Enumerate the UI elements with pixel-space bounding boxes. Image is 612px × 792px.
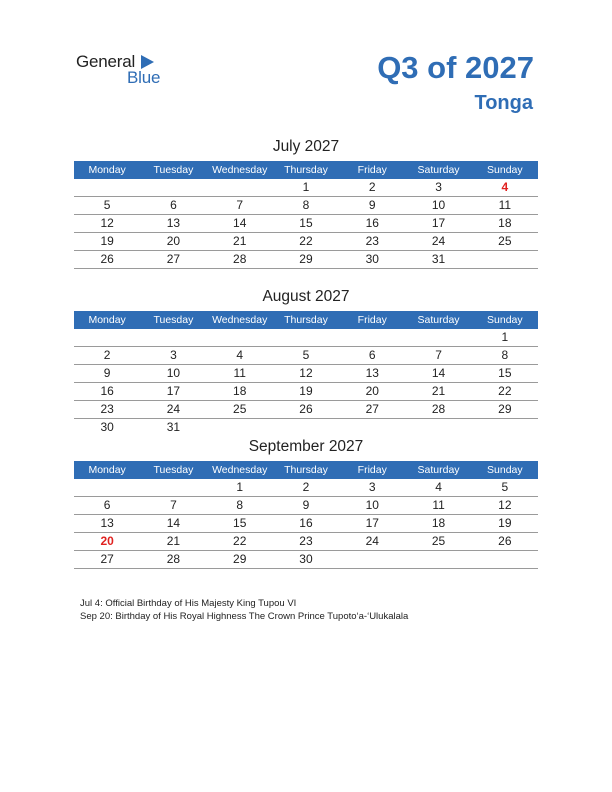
day-cell: 11 [498, 198, 512, 212]
day-cell: 1 [501, 330, 509, 344]
weekday-header: Thursday [284, 464, 328, 476]
day-cell: 8 [501, 348, 509, 362]
day-cell: 14 [166, 516, 181, 530]
day-cell: 14 [233, 216, 247, 230]
day-cell: 20 [166, 234, 181, 248]
day-cell: 2 [103, 348, 111, 362]
logo-flag-icon [141, 55, 154, 69]
logo-text-blue: Blue [127, 68, 161, 87]
empty-day-cell [405, 419, 471, 436]
day-cell: 16 [365, 216, 379, 230]
day-cell: 9 [103, 366, 111, 380]
day-cell: 25 [431, 534, 446, 548]
day-cell: 21 [166, 534, 181, 548]
day-cell: 21 [233, 234, 247, 248]
day-cell: 6 [368, 348, 376, 362]
weekday-header: Friday [357, 464, 387, 476]
day-cell: 27 [100, 552, 114, 566]
day-cell: 7 [435, 348, 442, 362]
day-cell: 10 [431, 198, 446, 212]
day-cell: 29 [498, 402, 512, 416]
day-cell: 16 [299, 516, 313, 530]
day-cell: 26 [299, 402, 313, 416]
empty-day-cell [207, 419, 273, 436]
day-cell: 1 [302, 180, 310, 194]
weekday-header: Sunday [487, 464, 523, 476]
holiday-notes [80, 597, 410, 623]
holiday-day-cell: 4 [501, 180, 509, 194]
holiday-note: Jul 4: Official Birthday of His Majesty King Tupou VI [80, 598, 297, 609]
empty-day-cell [472, 551, 538, 568]
weekday-header: Wednesday [212, 164, 268, 176]
weekday-header: Tuesday [153, 464, 194, 476]
day-cell: 6 [103, 498, 111, 512]
week-row [74, 419, 538, 436]
day-cell: 7 [170, 498, 177, 512]
day-cell: 28 [431, 402, 446, 416]
day-cell: 19 [498, 516, 512, 530]
weekday-header: Thursday [284, 164, 328, 176]
week-row [74, 551, 538, 569]
week-row [74, 515, 538, 533]
day-cell: 26 [100, 252, 114, 266]
day-cell: 30 [100, 420, 114, 434]
day-cell: 9 [368, 198, 376, 212]
day-cell: 16 [100, 384, 114, 398]
day-cell: 9 [302, 498, 310, 512]
day-cell: 13 [166, 216, 181, 230]
empty-day-cell [140, 329, 206, 346]
day-cell: 17 [431, 216, 446, 230]
week-row [74, 497, 538, 515]
weekday-header: Tuesday [153, 164, 194, 176]
day-cell: 22 [233, 534, 247, 548]
weekday-header: Monday [88, 164, 126, 176]
empty-day-cell [207, 329, 273, 346]
week-row [74, 347, 538, 365]
month-title: September 2027 [248, 438, 364, 455]
empty-day-cell [74, 479, 140, 496]
holiday-day-cell: 20 [100, 534, 114, 548]
day-cell: 5 [302, 348, 310, 362]
day-cell: 2 [368, 180, 376, 194]
generalblue-logo [76, 52, 186, 88]
weekday-header-row [74, 161, 538, 179]
logo-text-general: General [76, 52, 136, 71]
day-cell: 13 [100, 516, 114, 530]
day-cell: 15 [233, 516, 247, 530]
day-cell: 13 [365, 366, 379, 380]
day-cell: 3 [368, 480, 376, 494]
empty-day-cell [74, 179, 140, 196]
weekday-header: Monday [88, 314, 126, 326]
day-cell: 27 [365, 402, 379, 416]
day-cell: 12 [498, 498, 512, 512]
week-row [74, 383, 538, 401]
weekday-header: Sunday [487, 164, 523, 176]
empty-day-cell [140, 479, 206, 496]
week-row [74, 365, 538, 383]
holiday-note: Sep 20: Birthday of His Royal Highness The Crown Prince Tupoto‘a-‘Ulukalala [80, 611, 409, 622]
week-row [74, 329, 538, 347]
day-cell: 18 [498, 216, 512, 230]
day-cell: 30 [299, 552, 313, 566]
day-cell: 11 [233, 366, 246, 380]
week-row [74, 479, 538, 497]
empty-day-cell [405, 329, 471, 346]
day-cell: 23 [299, 534, 313, 548]
day-cell: 1 [236, 480, 244, 494]
weekday-header: Wednesday [212, 314, 268, 326]
weekday-header: Saturday [417, 464, 460, 476]
day-cell: 30 [365, 252, 379, 266]
day-cell: 20 [365, 384, 379, 398]
weekday-header: Friday [357, 164, 387, 176]
quarter-title: Q3 of 2027 [377, 50, 534, 85]
empty-day-cell [339, 551, 405, 568]
day-cell: 4 [435, 480, 442, 494]
empty-day-cell [140, 179, 206, 196]
weekday-header: Tuesday [153, 314, 194, 326]
day-cell: 17 [365, 516, 379, 530]
weekday-header: Monday [88, 464, 126, 476]
weekday-header-row [74, 311, 538, 329]
day-cell: 10 [365, 498, 379, 512]
day-cell: 28 [233, 252, 247, 266]
month-august [74, 286, 538, 436]
week-row [74, 533, 538, 551]
day-cell: 6 [170, 198, 177, 212]
empty-day-cell [472, 419, 538, 436]
day-cell: 8 [236, 498, 244, 512]
week-row [74, 197, 538, 215]
day-cell: 23 [100, 402, 114, 416]
weekday-header: Thursday [284, 314, 328, 326]
day-cell: 25 [233, 402, 247, 416]
country-name: Tonga [474, 92, 533, 114]
empty-day-cell [74, 329, 140, 346]
day-cell: 14 [431, 366, 446, 380]
month-july [74, 136, 538, 269]
weekday-header: Friday [357, 314, 387, 326]
week-row [74, 233, 538, 251]
day-cell: 5 [103, 198, 111, 212]
day-cell: 3 [435, 180, 442, 194]
week-row [74, 215, 538, 233]
empty-day-cell [405, 551, 471, 568]
week-row [74, 251, 538, 269]
day-cell: 11 [432, 498, 445, 512]
day-cell: 12 [100, 216, 114, 230]
day-cell: 15 [299, 216, 313, 230]
day-cell: 10 [166, 366, 181, 380]
weekday-header: Saturday [417, 164, 460, 176]
day-cell: 19 [100, 234, 114, 248]
weekday-header: Saturday [417, 314, 460, 326]
day-cell: 31 [166, 420, 181, 434]
day-cell: 7 [236, 198, 244, 212]
day-cell: 18 [233, 384, 247, 398]
empty-day-cell [472, 251, 538, 268]
day-cell: 3 [170, 348, 177, 362]
week-row [74, 179, 538, 197]
month-title: August 2027 [262, 288, 350, 305]
weekday-header: Wednesday [212, 464, 268, 476]
day-cell: 28 [166, 552, 181, 566]
day-cell: 8 [302, 198, 310, 212]
day-cell: 19 [299, 384, 313, 398]
day-cell: 24 [166, 402, 181, 416]
day-cell: 4 [236, 348, 244, 362]
empty-day-cell [273, 419, 339, 436]
weekday-header: Sunday [487, 314, 523, 326]
day-cell: 18 [431, 516, 446, 530]
day-cell: 15 [498, 366, 512, 380]
week-row [74, 401, 538, 419]
weekday-header-row [74, 461, 538, 479]
day-cell: 29 [299, 252, 313, 266]
day-cell: 22 [498, 384, 512, 398]
month-september [74, 436, 538, 569]
day-cell: 2 [302, 480, 310, 494]
day-cell: 12 [299, 366, 313, 380]
day-cell: 26 [498, 534, 512, 548]
day-cell: 25 [498, 234, 512, 248]
empty-day-cell [273, 329, 339, 346]
day-cell: 5 [501, 480, 509, 494]
day-cell: 23 [365, 234, 379, 248]
day-cell: 29 [233, 552, 247, 566]
month-title: July 2027 [272, 138, 340, 155]
day-cell: 22 [299, 234, 313, 248]
empty-day-cell [339, 419, 405, 436]
day-cell: 31 [431, 252, 446, 266]
day-cell: 17 [166, 384, 181, 398]
day-cell: 27 [166, 252, 181, 266]
empty-day-cell [339, 329, 405, 346]
day-cell: 21 [431, 384, 446, 398]
day-cell: 24 [431, 234, 446, 248]
empty-day-cell [207, 179, 273, 196]
day-cell: 24 [365, 534, 379, 548]
